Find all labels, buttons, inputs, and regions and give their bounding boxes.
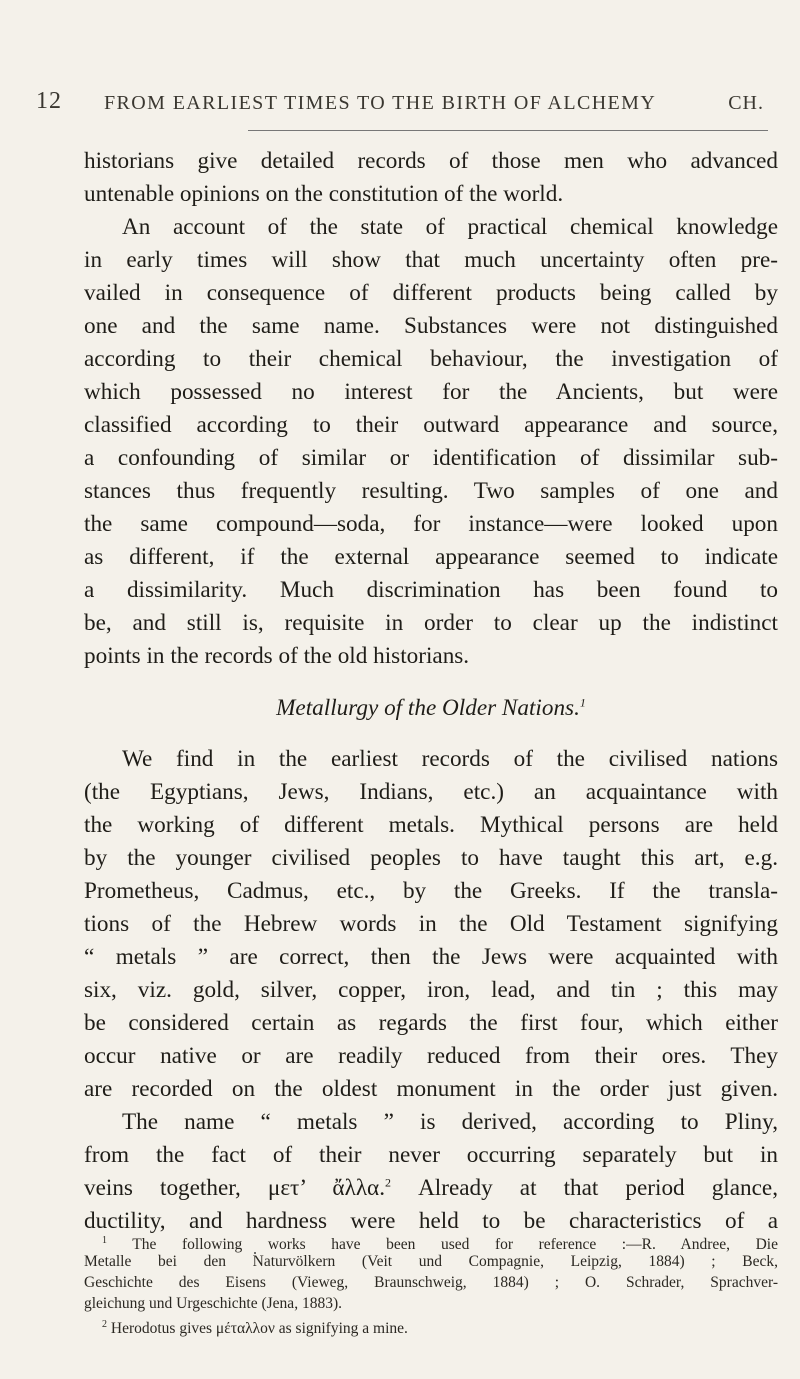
text-line: according to their chemical behaviour, the investigation of — [84, 346, 778, 372]
text-line: one and the same name. Substances were not distinguished — [84, 313, 778, 339]
footnote-text: The following works have been used for reference :—R. Andree, Die — [132, 1236, 778, 1254]
text-line: six, viz. gold, silver, copper, iron, lead, and tin ; this may — [84, 977, 778, 1003]
footnote-marker: 2 — [102, 1319, 107, 1330]
footnote-line: Geschichte des Eisens (Vieweg, Braunschweig, 1884) ; O. Schrader, Sprachver- — [84, 1274, 778, 1291]
greek-phrase: veins together, μετ’ ἄλλα. — [84, 1175, 386, 1201]
page-number: 12 — [36, 88, 62, 114]
footnote-line — [84, 1230, 778, 1254]
footnote-2 — [84, 1314, 778, 1338]
footnote-ref-1: 1 — [579, 695, 586, 710]
main-text — [84, 145, 778, 1238]
paragraph-2 — [84, 211, 778, 673]
footnote-1 — [84, 1230, 778, 1314]
footnote-line: Metalle bei den Naturvölkern (Veit und Compagnie, Leipzig, 1884) ; Beck, — [84, 1253, 778, 1270]
text-line: which possessed no interest for the Ancients, but were — [84, 379, 778, 405]
text-line: (the Egyptians, Jews, Indians, etc.) an acquaintance with — [84, 779, 778, 805]
footnote-line — [84, 1314, 778, 1338]
text-line: stances thus frequently resulting. Two samples of one and — [84, 478, 778, 504]
text-line: be, and still is, requisite in order to clear up the indistinct — [84, 610, 778, 636]
footnote-ref-2: 2 — [385, 1175, 392, 1190]
footnote-marker: 1 — [102, 1235, 107, 1246]
running-title: FROM EARLIEST TIMES TO THE BIRTH OF ALCHEMY — [104, 92, 657, 114]
header-rule — [248, 130, 768, 131]
section-heading — [84, 692, 778, 725]
text-line: by the younger civilised peoples to have taught this art, e.g. — [84, 845, 778, 871]
text-line: from the fact of their never occurring separately but in — [84, 1142, 778, 1168]
text-line: “ metals ” are correct, then the Jews were acquainted with — [84, 944, 778, 970]
text-line: points in the records of the old historians. — [84, 643, 470, 669]
text-line: as different, if the external appearance seemed to indicate — [84, 544, 778, 570]
text-line: the working of different metals. Mythical persons are held — [84, 812, 778, 838]
text-line: ductility, and hardness were held to be characteristics of a — [84, 1208, 778, 1234]
text-line: historians give detailed records of those men who advanced — [84, 148, 778, 174]
text-line: a confounding of similar or identification of dissimilar sub- — [84, 445, 778, 471]
text-line: occur native or are readily reduced from their ores. They — [84, 1043, 778, 1069]
footnotes — [84, 1230, 778, 1338]
footnote-line: gleichung und Urgeschichte (Jena, 1883). — [84, 1295, 342, 1312]
paragraph-4 — [84, 1106, 778, 1238]
text-fragment: Already at that period glance, — [391, 1175, 778, 1201]
text-line: be considered certain as regards the first four, which either — [84, 1010, 778, 1036]
text-line: tions of the Hebrew words in the Old Testament signifying — [84, 911, 778, 937]
text-line: classified according to their outward appearance and source, — [84, 412, 778, 438]
section-heading-text: Metallurgy of the Older Nations. — [276, 695, 580, 721]
text-line: untenable opinions on the constitution of the world. — [84, 181, 564, 207]
text-line: Prometheus, Cadmus, etc., by the Greeks. If the transla- — [84, 878, 778, 904]
footnote-text: Herodotus gives μέταλλον as signifying a mine. — [110, 1320, 408, 1338]
text-line: We find in the earliest records of the civilised nations — [122, 746, 778, 772]
section-mark: CH. — [728, 92, 764, 114]
text-line: An account of the state of practical chemical knowledge — [122, 214, 778, 240]
text-line — [84, 1172, 778, 1205]
text-line: vailed in consequence of different products being called by — [84, 280, 778, 306]
text-line: a dissimilarity. Much discrimination has been found to — [84, 577, 778, 603]
paragraph-3 — [84, 743, 778, 1106]
text-line: are recorded on the oldest monument in the order just given. — [84, 1076, 778, 1102]
text-line: The name “ metals ” is derived, according to Pliny, — [122, 1109, 778, 1135]
text-line: the same compound—soda, for instance—were looked upon — [84, 511, 778, 537]
text-line: in early times will show that much uncertainty often pre- — [84, 247, 778, 273]
paragraph-1 — [84, 145, 778, 211]
